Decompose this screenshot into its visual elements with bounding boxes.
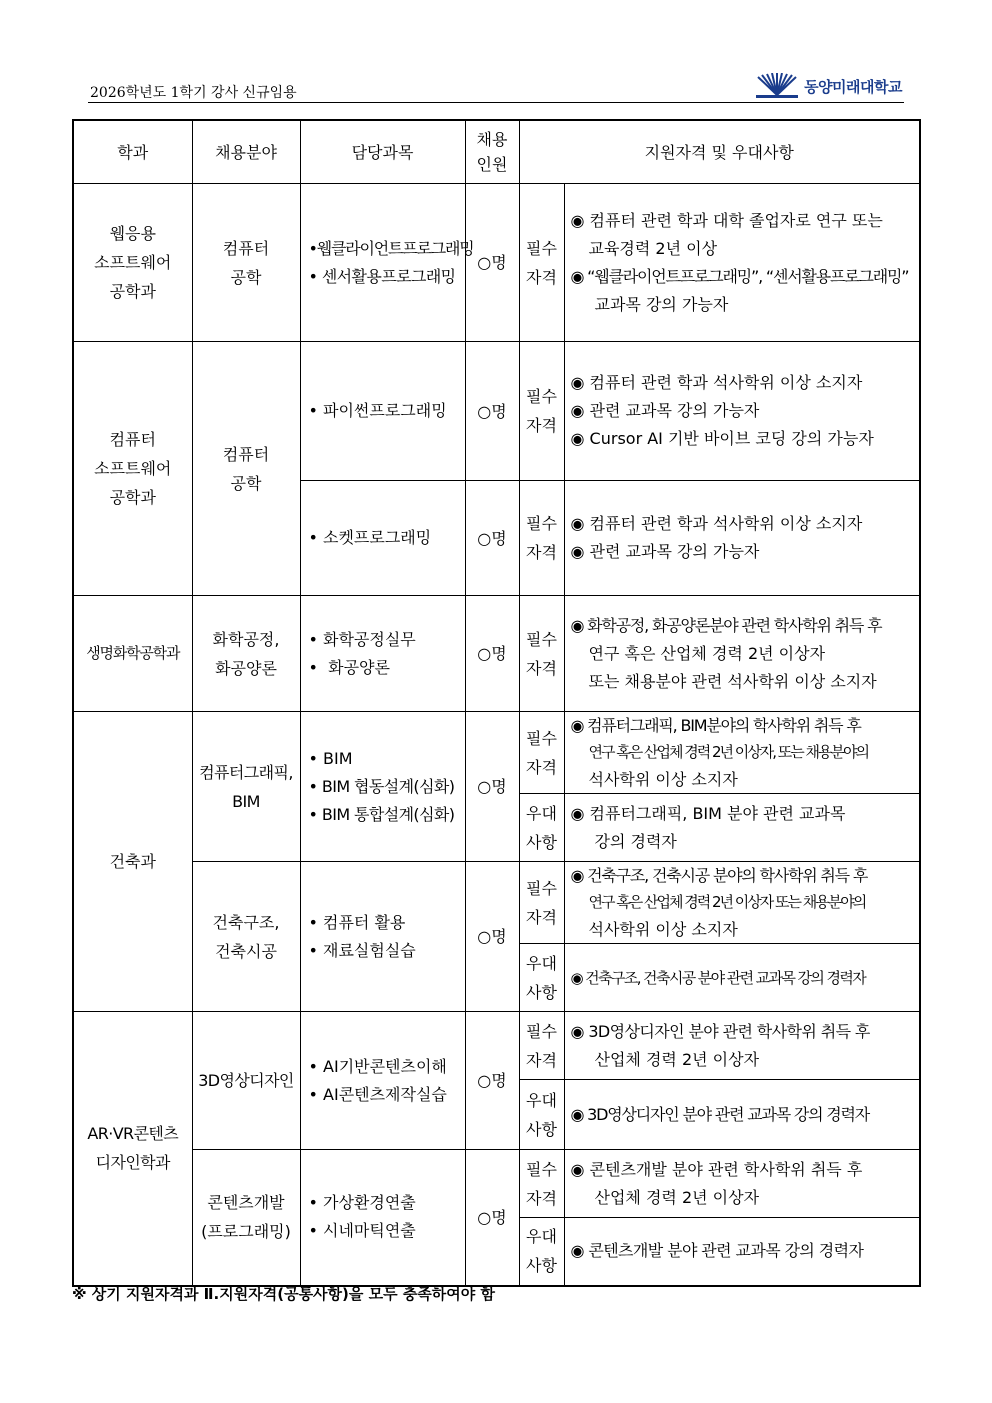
qualification-line: ◉ 컴퓨터그래픽, BIM 분야 관련 교과목 [570,803,846,823]
subject-item: • BIM 협동설계(심화) [308,776,455,796]
qualification-cell [564,1150,920,1218]
count-cell: ○명 [465,596,519,712]
qualification-line: 또는 채용분야 관련 석사학위 이상 소지자 [588,671,877,691]
column-header-qualifications: 지원자격 및 우대사항 [519,120,920,184]
qualification-cell [564,1012,920,1080]
subject-item: • AI기반콘텐츠이해 [308,1056,447,1076]
table-row [73,712,920,794]
subject-item: • BIM 통합설계(심화) [308,804,455,824]
required-label: 필수 자격 [519,862,564,944]
qualification-line: ◉ 관련 교과목 강의 가능자 [570,542,760,561]
qualification-line: ◉ 3D영상디자인 분야 관련 학사학위 취득 후 [570,1021,870,1041]
qualification-line: ◉ 3D영상디자인 분야 관련 교과목 강의 경력자 [570,1104,870,1124]
qualification-line: ◉ 관련 교과목 강의 가능자 [570,401,760,420]
qualification-line: ◉ 콘텐츠개발 분야 관련 교과목 강의 경력자 [570,1241,864,1261]
logo-text: 동양미래대학교 [804,77,902,96]
qualification-line: 연구 혹은 산업체 경력 2년 이상자, 또는 채용분야의 [588,743,868,761]
dept-cell: 컴퓨터 소프트웨어 공학과 [73,342,192,596]
qualification-line: ◉ 컴퓨터그래픽, BIM분야의 학사학위 취득 후 [570,716,861,735]
subjects-cell [300,184,474,342]
qualification-line: 석사학위 이상 소지자 [588,920,738,939]
page-header [88,72,904,103]
qualification-cell [564,1080,920,1150]
subject-item: •웹클라이언트프로그래밍 [308,238,474,258]
qualification-line: ◉ Cursor AI 기반 바이브 코딩 강의 가능자 [570,429,874,448]
subject-item: • 화공양론 [308,657,390,677]
count-cell: ○명 [465,712,519,862]
table-row [73,596,920,712]
subjects-cell [300,1150,465,1286]
count-cell: ○명 [465,1012,519,1150]
field-cell: 건축구조, 건축시공 [192,862,300,1012]
preferred-label: 우대 사항 [519,794,564,862]
qualification-cell [564,794,920,862]
dept-cell: 건축과 [73,712,192,1012]
qualification-cell [564,1218,920,1286]
required-label: 필수 자격 [519,1150,564,1218]
subject-item: • 컴퓨터 활용 [308,912,406,932]
subject-item: • 화학공정실무 [308,629,416,649]
table-row [73,862,920,944]
subject-item: • BIM [308,748,353,768]
required-label: 필수 자격 [519,342,564,481]
subjects-cell [300,862,465,1012]
count-cell: ○명 [465,184,519,342]
subjects-cell [300,481,465,596]
dept-cell: AR·VR콘텐츠 디자인학과 [73,1012,192,1286]
university-logo [756,72,902,100]
count-cell: ○명 [465,1150,519,1286]
subjects-cell [300,342,465,481]
count-cell: ○명 [465,481,519,596]
university-logo-icon [756,73,798,99]
qualification-line: 석사학위 이상 소지자 [588,770,738,789]
field-cell: 컴퓨터 공학 [192,184,300,342]
subject-item: • 시네마틱연출 [308,1221,416,1241]
qualification-line: 연구 혹은 산업체 경력 2년 이상자 [588,643,826,663]
qualification-cell [564,184,920,342]
qualification-line: ◉ 콘텐츠개발 분야 관련 학사학위 취득 후 [570,1159,863,1179]
field-cell: 컴퓨터 공학 [192,342,300,596]
qualification-cell [564,712,920,794]
footnote: ※ 상기 지원자격과 Ⅱ.지원자격(공통사항)을 모두 충족하여야 함 [72,1285,495,1303]
required-label: 필수 자격 [519,712,564,794]
qualification-line: 연구 혹은 산업체 경력 2년 이상자 또는 채용분야의 [588,893,866,911]
table-row [73,342,920,481]
subject-item: • 센서활용프로그래밍 [308,266,456,286]
preferred-label: 우대 사항 [519,1218,564,1286]
preferred-label: 우대 사항 [519,1080,564,1150]
qualification-cell [564,481,920,596]
qualification-cell [564,596,920,712]
field-cell: 컴퓨터그래픽, BIM [192,712,300,862]
document-title: 2026학년도 1학기 강사 신규임용 [90,85,297,101]
dept-cell: 생명화학공학과 [73,596,192,712]
qualification-line: 산업체 경력 2년 이상자 [594,1049,760,1069]
subject-item: • 재료실험실습 [308,940,416,960]
column-header-field: 채용분야 [192,120,300,184]
column-header-dept: 학과 [73,120,192,184]
subject-item: • 파이썬프로그래밍 [308,401,447,420]
qualification-line: 교육경력 2년 이상 [588,238,718,258]
qualification-line: ◉ 건축구조, 건축시공 분야의 학사학위 취득 후 [570,866,868,885]
table-row [73,1150,920,1218]
required-label: 필수 자격 [519,184,564,342]
qualification-cell [564,944,920,1012]
count-cell: ○명 [465,342,519,481]
qualification-line: ◉ 컴퓨터 관련 학과 석사학위 이상 소지자 [570,514,863,533]
count-cell: ○명 [465,862,519,1012]
subjects-cell [300,1012,465,1150]
required-label: 필수 자격 [519,481,564,596]
qualification-line: 산업체 경력 2년 이상자 [594,1187,760,1207]
required-label: 필수 자격 [519,1012,564,1080]
table-row [73,1012,920,1080]
qualification-line: ◉ 화학공정, 화공양론분야 관련 학사학위 취득 후 [570,615,882,635]
column-header-count: 채용 인원 [465,120,519,184]
column-header-subjects: 담당과목 [300,120,465,184]
field-cell: 3D영상디자인 [192,1012,300,1150]
table-row [73,184,920,342]
qualification-line: 강의 경력자 [594,831,677,851]
subject-item: • 소켓프로그래밍 [308,528,432,547]
field-cell: 콘텐츠개발 (프로그래밍) [192,1150,300,1286]
subject-item: • 가상환경연출 [308,1193,416,1213]
dept-cell: 웹응용 소프트웨어 공학과 [73,184,192,342]
subjects-cell [300,712,465,862]
subjects-cell [300,596,465,712]
qualification-line: 교과목 강의 가능자 [594,294,729,314]
recruitment-table [72,119,921,1287]
qualification-cell [564,862,920,944]
qualification-line: ◉ 컴퓨터 관련 학과 석사학위 이상 소지자 [570,373,863,392]
qualification-line: ◉ “웹클라이언트프로그래밍”, “센서활용프로그래밍” [570,266,909,286]
qualification-line: ◉ 건축구조, 건축시공 분야 관련 교과목 강의 경력자 [570,968,866,987]
table-header-row [73,120,920,184]
qualification-cell [564,342,920,481]
required-label: 필수 자격 [519,596,564,712]
subject-item: • AI콘텐츠제작실습 [308,1084,447,1104]
preferred-label: 우대 사항 [519,944,564,1012]
qualification-line: ◉ 컴퓨터 관련 학과 대학 졸업자로 연구 또는 [570,210,883,230]
field-cell: 화학공정, 화공양론 [192,596,300,712]
